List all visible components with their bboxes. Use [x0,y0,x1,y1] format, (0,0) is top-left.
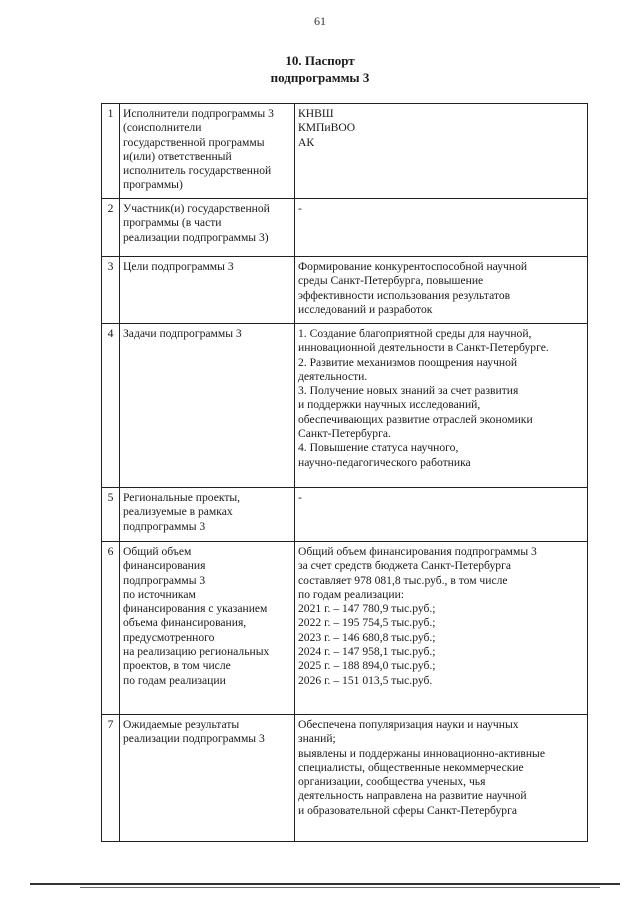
scan-edge-line [30,883,620,885]
label-line: реализации подпрограммы 3) [123,230,269,244]
value-line: выявлены и поддержаны инновационно-активные [298,746,545,760]
label-line: программы) [123,178,183,192]
document-title [0,52,640,86]
row-number: 7 [102,715,120,842]
value-line: инновационной деятельности в Санкт-Петербурге. [298,341,549,355]
label-line: реализуемые в рамках [123,505,233,519]
row-label [120,104,295,199]
value-line: и поддержки научных исследований, [298,398,481,412]
label-line: и(или) ответственный [123,149,232,163]
row-label [120,542,295,715]
label-line: подпрограммы 3 [123,573,206,587]
value-line: Общий объем финансирования подпрограммы 3 [298,545,537,558]
value-line: - [298,202,302,215]
row-value [295,324,588,488]
value-line: 2022 г. – 195 754,5 тыс.руб.; [298,616,436,630]
table-row [102,324,588,488]
value-line: составляет 978 081,8 тыс.руб., в том числе [298,573,508,587]
value-line: и образовательной сферы Санкт-Петербурга [298,803,518,817]
label-line: Задачи подпрограммы 3 [123,327,242,340]
value-line: Формирование конкурентоспособной научной [298,260,528,273]
row-value [295,488,588,542]
row-number: 6 [102,542,120,715]
value-line: 3. Получение новых знаний за счет развития [298,384,519,398]
value-line: обеспечивающих развитие отраслей экономики [298,412,533,426]
value-line: деятельности. [298,369,368,383]
page-number: 61 [314,14,326,28]
label-line: проектов, в том числе [123,659,231,673]
value-line: Санкт-Петербурга. [298,427,391,441]
passport-table [101,103,588,842]
value-line: 1. Создание благоприятной среды для научной, [298,327,532,340]
value-line: 4. Повышение статуса научного, [298,441,459,455]
label-line: программы (в части [123,216,222,230]
value-line: за счет средств бюджета Санкт-Петербурга [298,559,511,573]
value-line: специалисты, общественные некоммерческие [298,760,524,774]
table-row [102,104,588,199]
table-row [102,715,588,842]
title-line: 10. Паспорт [285,53,355,68]
table-row [102,542,588,715]
value-line: по годам реализации: [298,587,404,601]
value-line: КНВШ [298,107,334,120]
label-line: Региональные проекты, [123,491,241,504]
value-line: Обеспечена популяризация науки и научных [298,718,519,731]
label-line: по источникам [123,587,196,601]
row-value [295,542,588,715]
row-label [120,324,295,488]
label-line: исполнитель государственной [123,164,272,178]
row-value [295,715,588,842]
value-line: исследований и разработок [298,302,433,316]
label-line: объема финансирования, [123,616,247,630]
row-label [120,257,295,324]
row-value [295,257,588,324]
value-line: 2021 г. – 147 780,9 тыс.руб.; [298,602,436,616]
row-label [120,199,295,257]
table-row [102,199,588,257]
passport-table-body [102,104,588,842]
value-line: КМПиВОО [298,121,356,135]
label-line: (соисполнители [123,121,202,135]
value-line: 2024 г. – 147 958,1 тыс.руб.; [298,645,436,659]
value-line: знаний; [298,732,336,746]
label-line: Ожидаемые результаты [123,718,240,731]
value-line: 2023 г. – 146 680,8 тыс.руб.; [298,630,436,644]
row-label [120,715,295,842]
value-line: эффективности использования результатов [298,288,511,302]
label-line: подпрограммы 3 [123,519,206,533]
label-line: на реализацию региональных [123,645,270,659]
label-line: Участник(и) государственной [123,202,270,215]
value-line: деятельность направлена на развитие научной [298,789,527,803]
value-line: 2. Развитие механизмов поощрения научной [298,355,518,369]
label-line: реализации подпрограммы 3 [123,732,265,746]
label-line: финансирования [123,559,206,573]
value-line: организации, сообщества ученых, чья [298,775,486,789]
label-line: Общий объем [123,545,192,558]
value-line: 2026 г. – 151 013,5 тыс.руб. [298,673,433,687]
scan-edge-line [80,887,600,888]
row-number: 3 [102,257,120,324]
value-line: - [298,491,302,504]
label-line: Исполнители подпрограммы 3 [123,107,274,120]
label-line: финансирования с указанием [123,602,268,616]
table-row [102,488,588,542]
value-line: АК [298,135,315,149]
row-value [295,199,588,257]
title-line: подпрограммы 3 [270,70,370,85]
row-number: 2 [102,199,120,257]
label-line: государственной программы [123,135,265,149]
label-line: предусмотренного [123,630,215,644]
row-number: 1 [102,104,120,199]
value-line: научно-педагогического работника [298,455,471,469]
row-value [295,104,588,199]
label-line: Цели подпрограммы 3 [123,260,234,273]
row-label [120,488,295,542]
label-line: по годам реализации [123,673,226,687]
value-line: 2025 г. – 188 894,0 тыс.руб.; [298,659,436,673]
row-number: 5 [102,488,120,542]
table-row [102,257,588,324]
value-line: среды Санкт-Петербурга, повышение [298,274,484,288]
row-number: 4 [102,324,120,488]
